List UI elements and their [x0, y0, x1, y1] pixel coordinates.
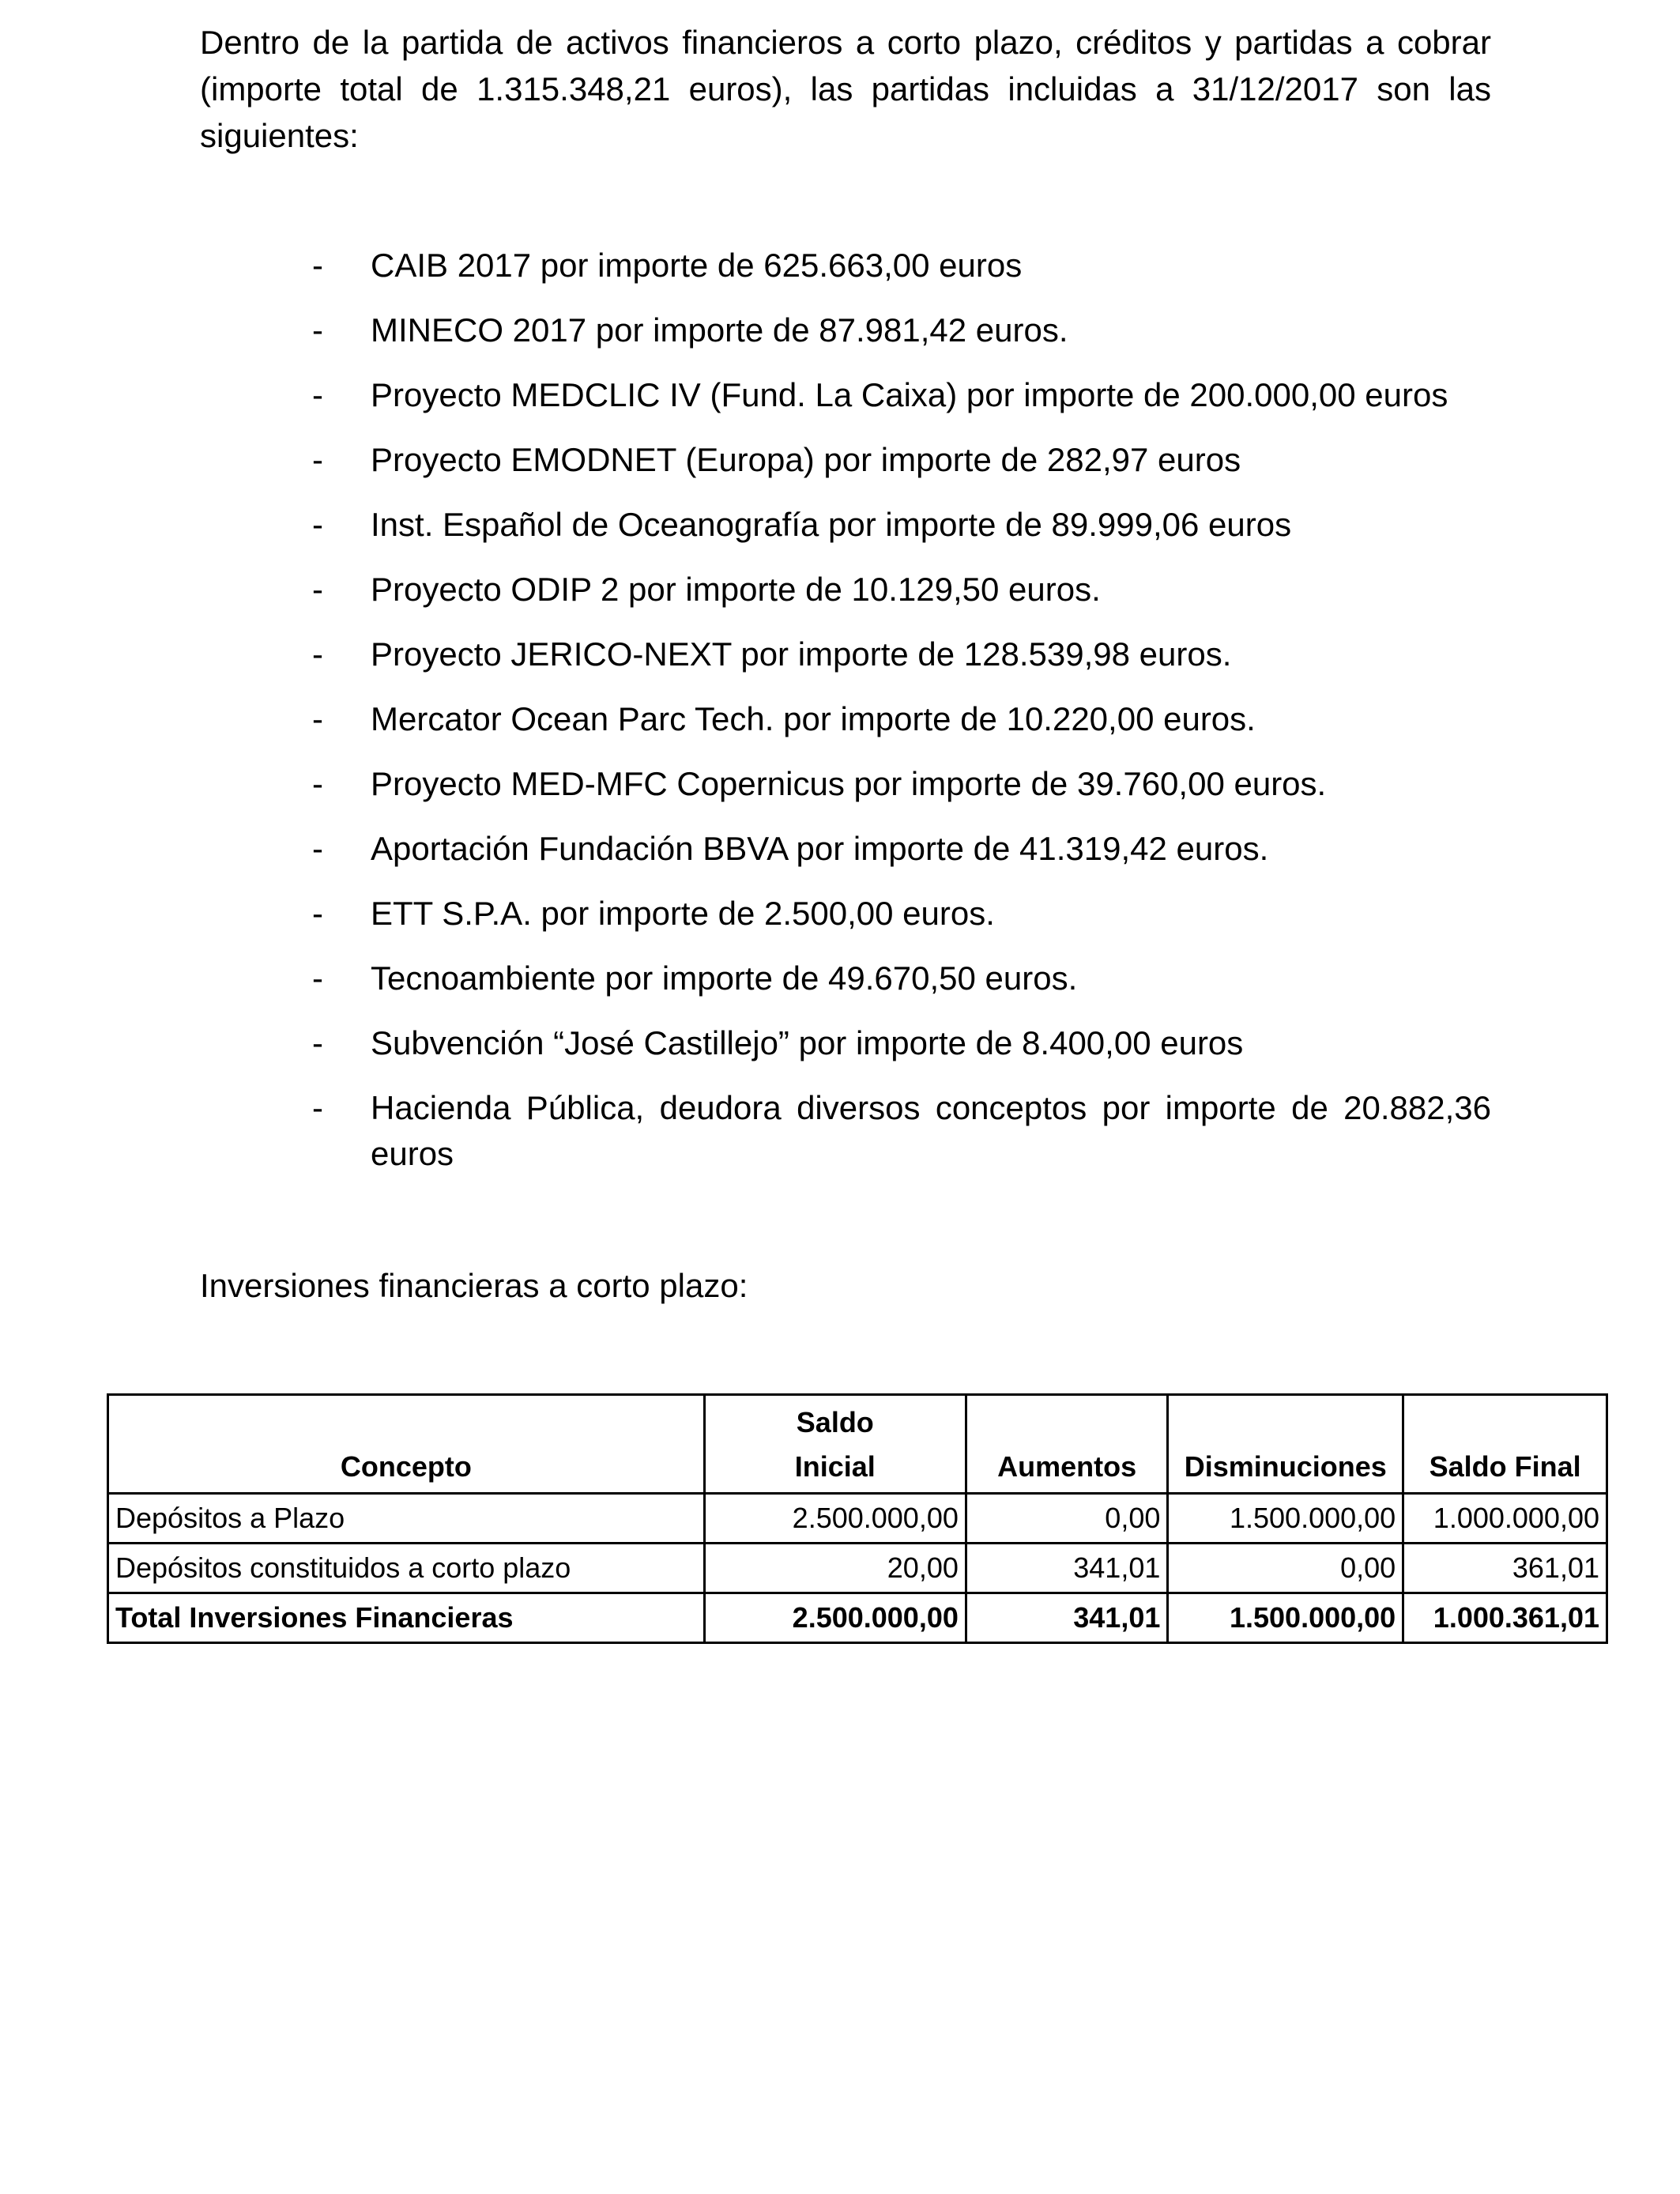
receivables-list	[312, 243, 1491, 1196]
list-item-text: CAIB 2017 por importe de 625.663,00 euros	[371, 247, 1023, 284]
list-item	[312, 826, 1491, 872]
list-item-text: Mercator Ocean Parc Tech. por importe de 10.220,00 euros.	[371, 700, 1256, 737]
list-item	[312, 1085, 1491, 1177]
total-disminuciones: 1.500.000,00	[1168, 1593, 1403, 1643]
list-dash: -	[312, 1089, 323, 1126]
cell-saldo-inicial: 20,00	[704, 1544, 966, 1593]
list-item-text: Subvención “José Castillejo” por importe de 8.400,00 euros	[371, 1024, 1244, 1061]
list-item-text: Proyecto ODIP 2 por importe de 10.129,50 euros.	[371, 571, 1101, 608]
investments-table	[107, 1393, 1608, 1644]
section-heading: Inversiones financieras a corto plazo:	[200, 1267, 748, 1304]
list-item-text: MINECO 2017 por importe de 87.981,42 euros.	[371, 311, 1068, 349]
list-item	[312, 567, 1491, 613]
list-item	[312, 956, 1491, 1001]
list-dash: -	[312, 895, 323, 932]
header-saldo-inicial	[704, 1395, 966, 1494]
list-item-text: Hacienda Pública, deudora diversos conceptos por importe de 20.882,36 euros	[371, 1089, 1491, 1172]
list-item-text: Tecnoambiente por importe de 49.670,50 euros.	[371, 959, 1078, 997]
list-item	[312, 437, 1491, 483]
list-item-text: Inst. Español de Oceanografía por importe de 89.999,06 euros	[371, 506, 1292, 543]
list-item	[312, 502, 1491, 548]
header-aumentos: Aumentos	[966, 1395, 1168, 1494]
list-dash: -	[312, 571, 323, 608]
list-item-text: Proyecto JERICO-NEXT por importe de 128.539,98 euros.	[371, 635, 1232, 673]
list-item	[312, 243, 1491, 288]
cell-concepto: Depósitos a Plazo	[108, 1494, 705, 1544]
total-concepto: Total Inversiones Financieras	[108, 1593, 705, 1643]
cell-concepto: Depósitos constituidos a corto plazo	[108, 1544, 705, 1593]
cell-saldo-final: 361,01	[1403, 1544, 1607, 1593]
list-item	[312, 372, 1491, 418]
list-dash: -	[312, 635, 323, 673]
list-dash: -	[312, 1024, 323, 1061]
cell-aumentos: 341,01	[966, 1544, 1168, 1593]
total-aumentos: 341,01	[966, 1593, 1168, 1643]
list-item-text: Proyecto EMODNET (Europa) por importe de 282,97 euros	[371, 441, 1241, 478]
list-item	[312, 696, 1491, 742]
intro-paragraph: Dentro de la partida de activos financieros a corto plazo, créditos y partidas a cobrar (importe total de 1.315.348,21 euros), las partidas incluidas a 31/12/2017 son las siguientes:	[200, 24, 1491, 154]
table-row	[108, 1494, 1607, 1544]
list-dash: -	[312, 765, 323, 802]
list-item	[312, 1020, 1491, 1066]
total-saldo-final: 1.000.361,01	[1403, 1593, 1607, 1643]
list-dash: -	[312, 311, 323, 349]
list-dash: -	[312, 959, 323, 997]
table-total-row	[108, 1593, 1607, 1643]
list-item	[312, 761, 1491, 807]
cell-saldo-inicial: 2.500.000,00	[704, 1494, 966, 1544]
cell-disminuciones: 1.500.000,00	[1168, 1494, 1403, 1544]
table-header-row	[108, 1395, 1607, 1494]
total-saldo-inicial: 2.500.000,00	[704, 1593, 966, 1643]
header-disminuciones: Disminuciones	[1168, 1395, 1403, 1494]
list-item	[312, 631, 1491, 677]
list-dash: -	[312, 441, 323, 478]
list-item	[312, 891, 1491, 937]
cell-saldo-final: 1.000.000,00	[1403, 1494, 1607, 1544]
header-saldo-inicial-line1: Saldo	[796, 1406, 874, 1438]
list-dash: -	[312, 247, 323, 284]
list-item-text: ETT S.P.A. por importe de 2.500,00 euros.	[371, 895, 995, 932]
header-saldo-final: Saldo Final	[1403, 1395, 1607, 1494]
list-item-text: Proyecto MED-MFC Copernicus por importe de 39.760,00 euros.	[371, 765, 1327, 802]
header-saldo-inicial-line2: Inicial	[794, 1450, 876, 1483]
list-dash: -	[312, 506, 323, 543]
list-item-text: Proyecto MEDCLIC IV (Fund. La Caixa) por importe de 200.000,00 euros	[371, 376, 1448, 413]
table-row	[108, 1544, 1607, 1593]
list-item	[312, 307, 1491, 353]
cell-aumentos: 0,00	[966, 1494, 1168, 1544]
cell-disminuciones: 0,00	[1168, 1544, 1403, 1593]
list-dash: -	[312, 376, 323, 413]
list-item-text: Aportación Fundación BBVA por importe de 41.319,42 euros.	[371, 830, 1269, 867]
header-concepto: Concepto	[108, 1395, 705, 1494]
list-dash: -	[312, 700, 323, 737]
list-dash: -	[312, 830, 323, 867]
